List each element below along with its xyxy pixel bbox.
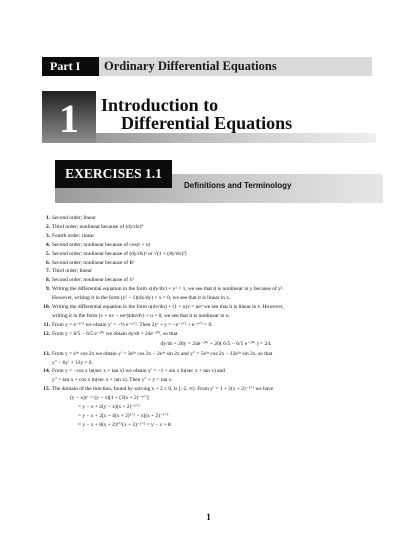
problem-item — [40, 267, 380, 276]
exercises-subtitle: Definitions and Terminology — [184, 181, 292, 190]
problem-text: Second order; nonlinear because of (dy/dx)² or √(1 + (dy/dx)²) — [52, 250, 187, 257]
problem-text: From y = −cos x ln(sec x + tan x) we obtain y′ = −1 + sin x ln(sec x + tan x) and — [52, 368, 225, 375]
problem-text: Third order; linear — [52, 268, 92, 275]
derivation-line: (y − x)y′ = (y − x)[1 + (2(x + 2)⁻¹ᐟ²] — [70, 395, 149, 402]
problem-number: 10. — [43, 304, 50, 311]
problem-item — [40, 241, 380, 250]
problem-item — [40, 223, 380, 232]
problem-text: Second order; linear — [52, 215, 96, 221]
problem-text-continued: y″ = tan x + cos x ln(sec x + tan x). Then y″ + y = tan x. — [52, 377, 173, 384]
problem-number: 8. — [45, 277, 50, 284]
problem-text: Third order; nonlinear because of (dy/dx)⁴ — [52, 223, 144, 230]
chapter-title-line1: Introduction to — [101, 95, 219, 115]
problem-item — [40, 285, 380, 303]
problem-item — [40, 214, 380, 223]
problem-text: Fourth order; linear — [52, 232, 95, 239]
part-title: Ordinary Differential Equations — [104, 59, 277, 73]
problem-number: 6. — [45, 259, 50, 266]
problem-number: 1. — [45, 215, 50, 221]
problem-number: 9. — [45, 286, 50, 293]
problem-text: From y = e⁻ˣᐟ² we obtain y′ = −½ e⁻ˣᐟ². Then 2y′ + y = −e⁻ˣᐟ² + e⁻ˣᐟ² = 0. — [52, 321, 213, 328]
problem-number: 14. — [43, 368, 50, 375]
problem-text: Second order; nonlinear because of R² — [52, 259, 135, 266]
problem-display-equation: dy/dt + 20y = 24e⁻²⁰ᵗ + 20( 6/5 − 6/5 e⁻²⁰ᵗ ) = 24. — [160, 340, 272, 347]
problem-item — [40, 321, 380, 330]
problem-text: Second order; nonlinear because of ẋ² — [52, 277, 134, 284]
part-label: Part I — [42, 57, 99, 76]
problem-item — [40, 385, 380, 430]
problem-text: Second order; nonlinear because of cos(r + u) — [52, 241, 151, 248]
problem-text-continued: However, writing it in the form (y² − 1)(dx/dy) + x = 0, we see that it is linear in x. — [52, 295, 231, 302]
problem-item — [40, 330, 380, 350]
problem-number: 4. — [45, 241, 50, 248]
chapter-number: 1 — [59, 96, 79, 141]
problem-number: 15. — [43, 386, 50, 393]
problem-number: 12. — [43, 330, 50, 337]
derivation-line: = y − x + 2[x + 4(x + 2)¹ᐟ² − x](x + 2)⁻¹ᐟ² — [78, 412, 169, 419]
chapter-title-band — [96, 133, 376, 143]
problem-text: Writing the differential equation in the form x(dy/dx) + y² = 1, we see that it is nonlinear in y because of y². — [52, 286, 284, 293]
problem-item — [40, 367, 380, 385]
problem-number: 2. — [45, 223, 50, 230]
problem-item — [40, 259, 380, 268]
problem-item — [40, 250, 380, 259]
page-number: 1 — [206, 512, 211, 522]
problem-number: 13. — [43, 350, 50, 357]
derivation-line: = y − x + 2(y − x)(x + 2)⁻¹ᐟ² — [78, 404, 140, 411]
problem-text: From y = 6/5 − 6/5 e⁻²⁰ᵗ we obtain dy/dt = 24e⁻²⁰ᵗ, so that — [52, 330, 178, 337]
problem-text: Writing the differential equation in the form u(dv/du) + (1 + u)v = ueᵘ we see that it is linear in v. However, — [52, 304, 284, 311]
derivation-line: = y − x + 8(x + 2)¹ᐟ²(x + 2)⁻¹ᐟ² = y − x + 8. — [78, 421, 172, 428]
problem-text: The domain of the function, found by solving x + 2 ≥ 0, is [−2, ∞). From y′ = 1 + 2(x + 2)⁻¹ᐟ² we have — [52, 386, 274, 393]
problem-text-continued: y″ − 6y′ + 13y = 0. — [52, 359, 93, 366]
problem-text: From y = e³ˣ cos 2x we obtain y′ = 3e³ˣ cos 2x − 2e³ˣ sin 2x and y″ = 5e³ˣ cos 2x − 12e³ˣ sin 2x, so that — [52, 350, 273, 357]
problem-item — [40, 350, 380, 368]
problem-number: 3. — [45, 232, 50, 239]
problem-number: 11. — [43, 321, 50, 328]
problem-list — [40, 214, 380, 430]
problem-text-continued: writing it in the form (v + uv − ueᵘ)(du/dv) + u = 0, we see that it is nonlinear in u. — [52, 312, 230, 319]
chapter-title-line2: Differential Equations — [121, 113, 293, 133]
problem-number: 5. — [45, 250, 50, 257]
problem-item — [40, 303, 380, 321]
problem-number: 7. — [45, 268, 50, 275]
exercises-label: EXERCISES 1.1 — [55, 160, 172, 188]
problem-item — [40, 232, 380, 241]
problem-item — [40, 276, 380, 285]
